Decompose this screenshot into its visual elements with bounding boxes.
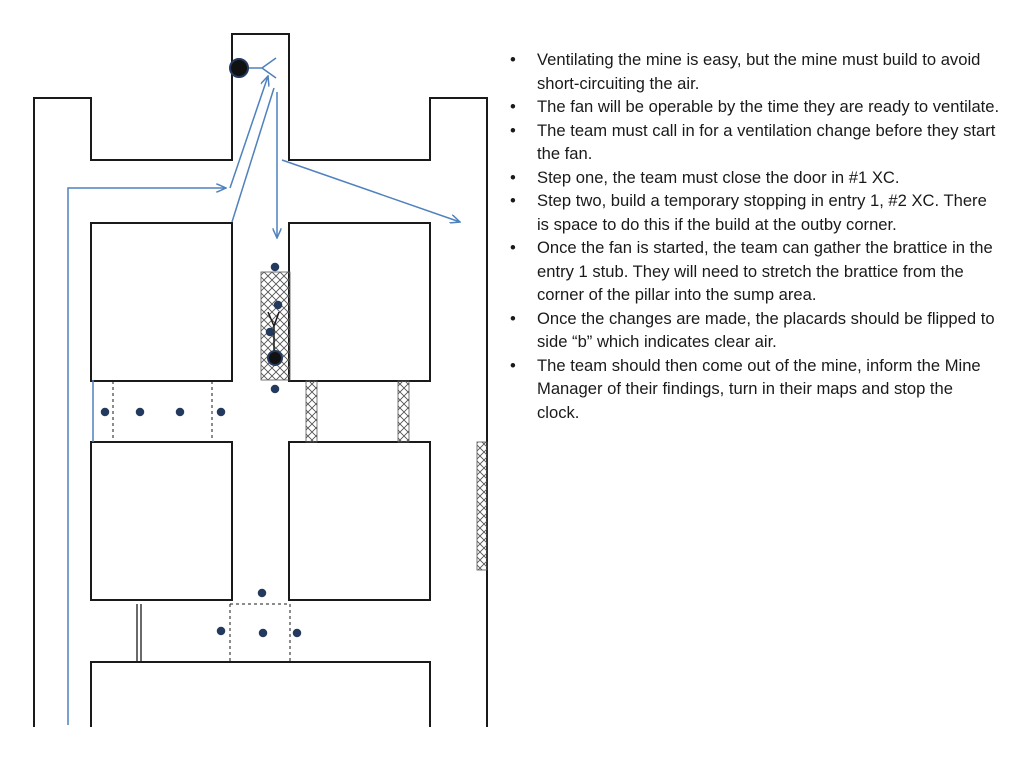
- airflow-arrow-left-to-fan: [230, 76, 268, 188]
- marker-dot: [218, 409, 224, 415]
- airflow-arrow-right: [282, 160, 460, 222]
- marker-dot: [267, 329, 273, 335]
- bottom-block: [91, 662, 430, 727]
- bullet-item: • Step two, build a temporary stopping in entry 1, #2 XC. There is space to do this if the build at the outby corner.: [510, 189, 1000, 236]
- stopping-xc-right-2: [398, 381, 409, 442]
- mine-map-diagram: [0, 0, 500, 768]
- pillar-top-left: [91, 223, 232, 381]
- pillar-top-right: [289, 223, 430, 381]
- marker-dot: [272, 264, 278, 270]
- bullet-item: • The team must call in for a ventilation change before they start the fan.: [510, 119, 1000, 166]
- marker-dot: [294, 630, 300, 636]
- marker-dot: [177, 409, 183, 415]
- fan-location-marker: [230, 59, 248, 77]
- fan-y-branch: [248, 58, 276, 78]
- bullet-item: • Ventilating the mine is easy, but the mine must build to avoid short-circuiting the air.: [510, 48, 1000, 95]
- airflow-line-center: [232, 88, 274, 222]
- marker-dot: [272, 386, 278, 392]
- marker-dot: [260, 630, 266, 636]
- pillar-bottom-right: [289, 442, 430, 600]
- marker-dot: [218, 628, 224, 634]
- large-marker-stopping: [268, 351, 282, 365]
- marker-dot: [137, 409, 143, 415]
- marker-dot: [259, 590, 265, 596]
- stopping-xc-right-1: [306, 381, 317, 442]
- marker-dot: [275, 302, 281, 308]
- bullet-item: • Once the changes are made, the placards should be flipped to side “b” which indicates clear air.: [510, 307, 1000, 354]
- bullet-item: • Step one, the team must close the door in #1 XC.: [510, 166, 1000, 190]
- instruction-bullet-list: [510, 48, 1000, 424]
- marker-dot: [102, 409, 108, 415]
- bullet-item: • Once the fan is started, the team can gather the brattice in the entry 1 stub. They will need to stretch the brattice from the corner of the pillar into the sump area.: [510, 236, 1000, 307]
- bullet-item: • The fan will be operable by the time they are ready to ventilate.: [510, 95, 1000, 119]
- bullet-item: • The team should then come out of the mine, inform the Mine Manager of their findings, turn in their maps and stop the clock.: [510, 354, 1000, 425]
- stopping-right-rib: [477, 442, 487, 570]
- pillar-bottom-left: [91, 442, 232, 600]
